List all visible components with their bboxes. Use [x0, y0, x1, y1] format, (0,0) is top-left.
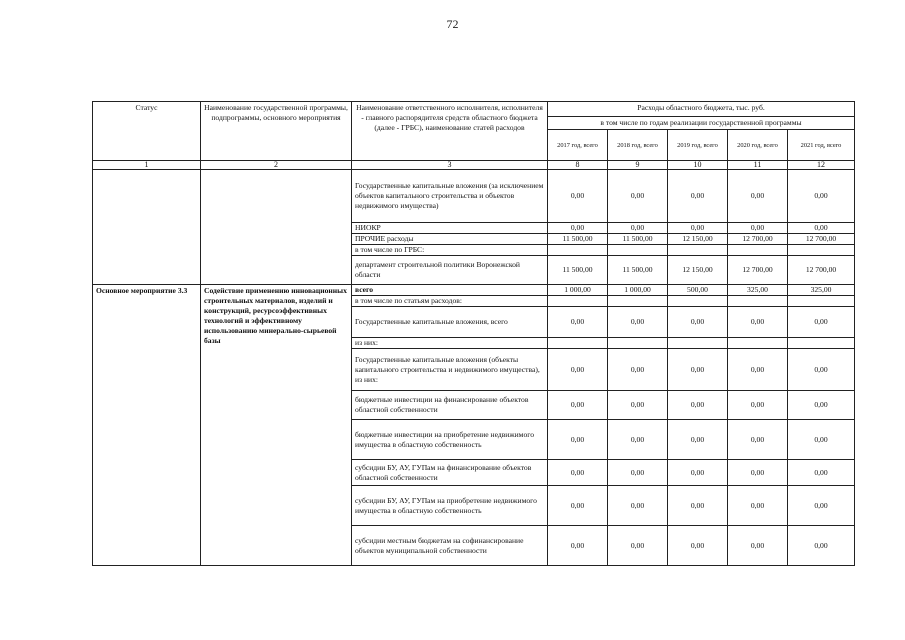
- row-value: 12 700,00: [788, 234, 855, 245]
- row-value: 11 500,00: [548, 234, 608, 245]
- row-value: 0,00: [548, 223, 608, 234]
- column-number: 3: [352, 161, 548, 170]
- row-value: 0,00: [608, 170, 668, 223]
- row-value: 0,00: [728, 486, 788, 526]
- header-expenses: Расходы областного бюджета, тыс. руб.: [548, 102, 855, 117]
- row-value: 0,00: [548, 349, 608, 391]
- row-label: субсидии БУ, АУ, ГУПам на приобретение недвижимого имущества в областную собственность: [352, 486, 548, 526]
- row-value: 0,00: [668, 223, 728, 234]
- row-label: бюджетные инвестиции на приобретение недвижимого имущества в областную собственность: [352, 420, 548, 460]
- header-status: Статус: [93, 102, 201, 161]
- row-value: [788, 245, 855, 256]
- row-value: 0,00: [608, 223, 668, 234]
- row-value: 0,00: [548, 526, 608, 566]
- row-value: 0,00: [728, 460, 788, 486]
- row-value: 0,00: [728, 223, 788, 234]
- row-value: 0,00: [548, 420, 608, 460]
- header-year-2020: 2020 год, всего: [728, 130, 788, 161]
- row-label: Государственные капитальные вложения, всего: [352, 307, 548, 338]
- header-year-2021: 2021 год, всего: [788, 130, 855, 161]
- row-value: 11 500,00: [608, 256, 668, 285]
- header-year-2019: 2019 год, всего: [668, 130, 728, 161]
- row-label: ПРОЧИЕ расходы: [352, 234, 548, 245]
- row-label: субсидии местным бюджетам на софинансирование объектов муниципальной собственности: [352, 526, 548, 566]
- column-number: 9: [608, 161, 668, 170]
- row-value: [548, 338, 608, 349]
- row-label: НИОКР: [352, 223, 548, 234]
- row-value: 11 500,00: [548, 256, 608, 285]
- row-value: 0,00: [608, 526, 668, 566]
- row-value: 0,00: [728, 349, 788, 391]
- row-label: Государственные капитальные вложения (за исключением объектов капитального строительства и объектов недвижимого имущества): [352, 170, 548, 223]
- row-value: [668, 338, 728, 349]
- row-value: 0,00: [788, 223, 855, 234]
- row-value: [608, 245, 668, 256]
- row-value: [728, 296, 788, 307]
- row-value: 0,00: [548, 391, 608, 420]
- row-value: 0,00: [668, 391, 728, 420]
- row-value: 0,00: [608, 307, 668, 338]
- row-value: [728, 245, 788, 256]
- row-value: 325,00: [728, 285, 788, 296]
- row-label: в том числе по ГРБС:: [352, 245, 548, 256]
- status-cell: Основное мероприятие 3.3: [93, 285, 201, 566]
- row-label: в том числе по статьям расходов:: [352, 296, 548, 307]
- row-value: 0,00: [788, 307, 855, 338]
- row-label: департамент строительной политики Воронежской области: [352, 256, 548, 285]
- row-value: 0,00: [668, 307, 728, 338]
- column-number: 8: [548, 161, 608, 170]
- row-value: [728, 338, 788, 349]
- row-value: 0,00: [668, 349, 728, 391]
- row-value: 0,00: [788, 526, 855, 566]
- row-value: 0,00: [728, 526, 788, 566]
- row-label: всего: [352, 285, 548, 296]
- row-value: 0,00: [548, 307, 608, 338]
- row-value: 12 700,00: [728, 234, 788, 245]
- budget-table: [92, 101, 855, 566]
- row-value: [608, 296, 668, 307]
- row-value: [668, 245, 728, 256]
- row-value: 0,00: [608, 349, 668, 391]
- row-value: 1 000,00: [548, 285, 608, 296]
- row-value: 0,00: [788, 391, 855, 420]
- row-value: 11 500,00: [608, 234, 668, 245]
- row-value: 325,00: [788, 285, 855, 296]
- row-value: 1 000,00: [608, 285, 668, 296]
- row-value: 0,00: [548, 170, 608, 223]
- row-value: [788, 296, 855, 307]
- row-value: 0,00: [788, 486, 855, 526]
- row-value: 0,00: [788, 420, 855, 460]
- program-name-cell: Содействие применению инновационных строительных материалов, изделий и конструкций, ресурсоэффективных технологий и эффективному использованию минерально-сырьевой базы: [201, 285, 352, 566]
- row-value: 0,00: [548, 486, 608, 526]
- row-value: 0,00: [668, 420, 728, 460]
- row-value: 0,00: [788, 170, 855, 223]
- row-value: 0,00: [728, 307, 788, 338]
- row-value: 500,00: [668, 285, 728, 296]
- page-number: 72: [446, 17, 459, 31]
- row-value: [548, 245, 608, 256]
- row-label: субсидии БУ, АУ, ГУПам на финансирование объектов областной собственности: [352, 460, 548, 486]
- column-number: 12: [788, 161, 855, 170]
- row-value: 0,00: [668, 170, 728, 223]
- table-row: [93, 285, 855, 296]
- row-value: 0,00: [668, 526, 728, 566]
- row-value: 12 700,00: [788, 256, 855, 285]
- row-value: [608, 338, 668, 349]
- row-value: [548, 296, 608, 307]
- row-value: [788, 338, 855, 349]
- row-value: 0,00: [668, 486, 728, 526]
- row-value: 12 150,00: [668, 234, 728, 245]
- row-value: 0,00: [608, 391, 668, 420]
- row-value: 0,00: [728, 420, 788, 460]
- row-label: Государственные капитальные вложения (объекты капитального строительства и недвижимого имущества), из них:: [352, 349, 548, 391]
- table-row: [93, 170, 855, 223]
- row-value: 0,00: [608, 460, 668, 486]
- header-year-2017: 2017 год, всего: [548, 130, 608, 161]
- row-value: 0,00: [608, 486, 668, 526]
- header-program-name: Наименование государственной программы, подпрограммы, основного мероприятия: [201, 102, 352, 161]
- column-number: 11: [728, 161, 788, 170]
- row-value: 0,00: [668, 460, 728, 486]
- column-number: 10: [668, 161, 728, 170]
- header-by-years: в том числе по годам реализации государственной программы: [548, 117, 855, 130]
- row-value: 0,00: [548, 460, 608, 486]
- row-value: 0,00: [728, 391, 788, 420]
- row-value: 0,00: [788, 349, 855, 391]
- column-number: 1: [93, 161, 201, 170]
- column-numbers-row: [93, 161, 855, 170]
- status-cell-empty: [93, 170, 201, 285]
- header-year-2018: 2018 год, всего: [608, 130, 668, 161]
- row-label: бюджетные инвестиции на финансирование объектов областной собственности: [352, 391, 548, 420]
- row-value: 12 700,00: [728, 256, 788, 285]
- row-value: [668, 296, 728, 307]
- row-label: из них:: [352, 338, 548, 349]
- row-value: 12 150,00: [668, 256, 728, 285]
- column-number: 2: [201, 161, 352, 170]
- row-value: 0,00: [608, 420, 668, 460]
- row-value: 0,00: [728, 170, 788, 223]
- header-executor: Наименование ответственного исполнителя, исполнителя - главного распорядителя средств областного бюджета (далее - ГРБС), наименование статей расходов: [352, 102, 548, 161]
- row-value: 0,00: [788, 460, 855, 486]
- program-cell-empty: [201, 170, 352, 285]
